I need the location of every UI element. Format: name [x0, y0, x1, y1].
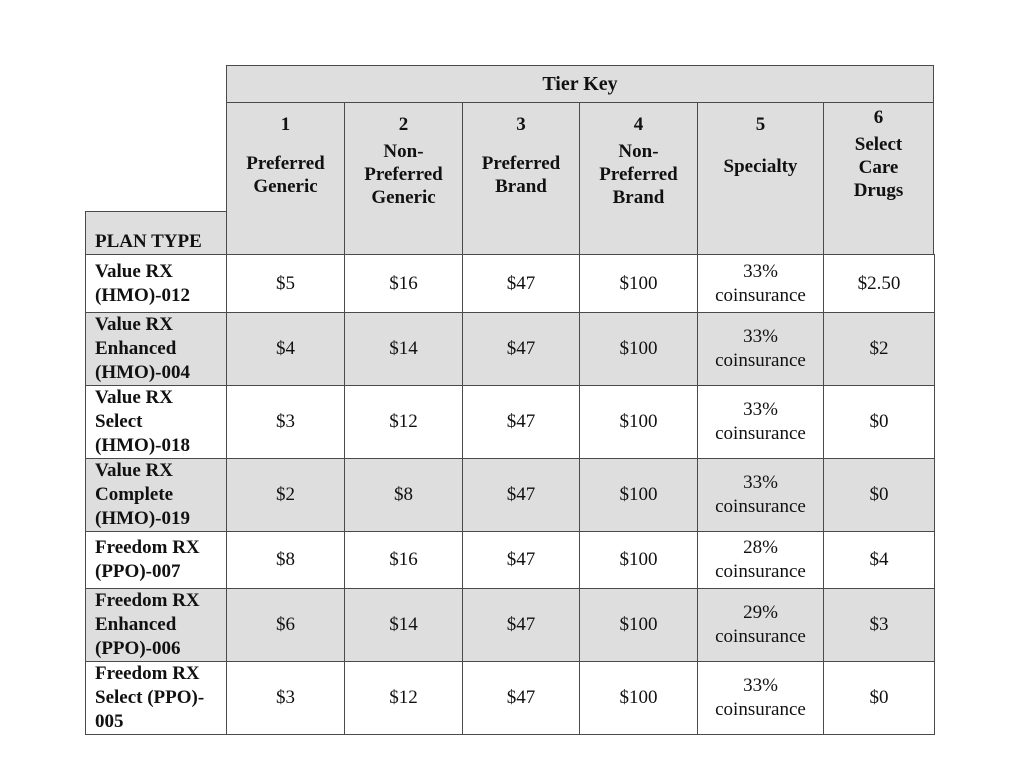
cost-value: $2 [869, 338, 889, 359]
plan-name-cell [86, 386, 227, 459]
cost-value: $100 [619, 687, 658, 708]
tier-number: 4 [633, 114, 644, 135]
tier-number: 1 [280, 114, 291, 135]
plan-name-cell [86, 662, 227, 735]
cost-value: 33% [743, 260, 778, 282]
tier-key-title: Tier Key [542, 72, 618, 95]
tier-6-value-cell [824, 662, 935, 735]
tier-name-line: Drugs [853, 180, 904, 201]
cost-value: $2.50 [857, 272, 901, 294]
cost-value: $47 [506, 338, 536, 359]
cost-value: $100 [619, 549, 658, 570]
plan-name-line: (HMO)-018 [95, 435, 190, 456]
plan-name-cell [86, 313, 227, 386]
cost-value: 28% [743, 537, 778, 558]
plan-name-line: Value RX [95, 260, 173, 282]
cost-value: $3 [276, 411, 295, 432]
plan-name-line: Value RX [95, 460, 173, 481]
coinsurance-label: coinsurance [715, 423, 806, 444]
tier-6-value-cell [824, 313, 935, 386]
tier-name-line: Preferred [599, 164, 678, 185]
plan-name-line: Freedom RX [95, 590, 200, 611]
cost-value: $47 [506, 411, 536, 432]
tier-5-value-cell [698, 459, 824, 532]
tier-4-value-cell [580, 313, 698, 386]
tier-number: 6 [873, 107, 884, 128]
tier-name [246, 152, 324, 198]
cost-value: 33% [743, 326, 778, 347]
coinsurance-label: coinsurance [715, 561, 806, 582]
tier-1-value-cell [227, 313, 345, 386]
tier-number: 5 [755, 114, 766, 135]
plan-name-line: (PPO)-007 [95, 561, 181, 582]
table-row [86, 313, 935, 386]
tier-4-value-cell [580, 255, 698, 313]
coinsurance-label: coinsurance [715, 350, 806, 371]
tier-2-value-cell [345, 532, 463, 589]
tier-1-value-cell [227, 532, 345, 589]
plan-name-line: Enhanced [95, 614, 177, 635]
tier-4-value-cell [580, 532, 698, 589]
tier-5-value-cell [698, 313, 824, 386]
tier-name-line: Non- [383, 141, 424, 162]
tier-header-2 [344, 102, 463, 255]
tier-name-line: Preferred [481, 153, 561, 174]
tier-6-value-cell [824, 386, 935, 459]
cost-value: $100 [619, 272, 658, 294]
plan-name-line: Complete [95, 484, 174, 505]
table-row [86, 532, 935, 589]
cost-value: $100 [619, 614, 658, 635]
tier-number: 3 [516, 114, 526, 135]
cost-value: $14 [389, 338, 418, 359]
cost-value: $4 [276, 338, 295, 359]
tier-6-value-cell [824, 589, 935, 662]
cost-value: $14 [389, 614, 418, 635]
cost-value: $12 [389, 687, 418, 708]
tier-header-5 [697, 102, 824, 255]
plan-type-header [85, 211, 227, 255]
cost-value: $2 [276, 484, 295, 505]
tier-3-value-cell [463, 662, 580, 735]
tier-5-value-cell [698, 255, 824, 313]
tier-3-value-cell [463, 459, 580, 532]
tier-6-value-cell [824, 459, 935, 532]
tier-header-4 [579, 102, 698, 255]
tier-name [854, 133, 904, 202]
cost-value: $0 [869, 687, 889, 708]
cost-value: $100 [619, 484, 658, 505]
plan-name-cell [86, 589, 227, 662]
cost-value: $47 [506, 614, 536, 635]
cost-value: $100 [619, 338, 658, 359]
table-row [86, 589, 935, 662]
tier-3-value-cell [463, 255, 580, 313]
tier-2-value-cell [345, 589, 463, 662]
table-row [86, 386, 935, 459]
cost-value: $100 [619, 411, 658, 432]
tier-2-value-cell [345, 459, 463, 532]
plan-name-line: Value RX [95, 387, 173, 408]
tier-name-line: Care [858, 157, 899, 178]
coinsurance-label: coinsurance [715, 496, 806, 517]
tier-2-value-cell [345, 313, 463, 386]
tier-6-value-cell [824, 532, 935, 589]
plan-name-cell [86, 532, 227, 589]
coinsurance-label: coinsurance [715, 626, 806, 647]
cost-value: $16 [389, 272, 418, 294]
tier-3-value-cell [463, 532, 580, 589]
tier-2-value-cell [345, 662, 463, 735]
tier-1-value-cell [227, 662, 345, 735]
tier-3-value-cell [463, 386, 580, 459]
plan-table [85, 254, 935, 735]
tier-name-line: Generic [371, 187, 436, 208]
cost-value: 33% [743, 472, 778, 493]
table-row [86, 662, 935, 735]
plan-name-line: (PPO)-006 [95, 638, 181, 659]
tier-5-value-cell [698, 589, 824, 662]
tier-number: 2 [398, 114, 409, 135]
tier-4-value-cell [580, 459, 698, 532]
coinsurance-label: coinsurance [715, 284, 806, 306]
tier-name-line: Non- [618, 141, 659, 162]
tier-name-line: Preferred [364, 164, 443, 185]
plan-name-line: (HMO)-012 [95, 284, 190, 306]
plan-name-line: Select (PPO)- [95, 687, 205, 708]
cost-value: 33% [743, 675, 778, 696]
tier-1-value-cell [227, 589, 345, 662]
cost-value: $47 [506, 272, 536, 294]
plan-type-label: PLAN TYPE [95, 231, 202, 252]
cost-value: $47 [506, 549, 536, 570]
cost-value: $12 [389, 411, 418, 432]
cost-value: 29% [743, 602, 778, 623]
cost-value: $8 [276, 549, 295, 570]
cost-value: $5 [276, 272, 295, 294]
tier-5-value-cell [698, 386, 824, 459]
tier-2-value-cell [345, 386, 463, 459]
coinsurance-label: coinsurance [715, 699, 806, 720]
plan-name-line: 005 [95, 711, 124, 732]
plan-name-line: Freedom RX [95, 537, 200, 558]
cost-value: $0 [869, 484, 889, 505]
tier-1-value-cell [227, 255, 345, 313]
tier-3-value-cell [463, 313, 580, 386]
tier-4-value-cell [580, 589, 698, 662]
tier-name-line: Preferred [246, 153, 325, 174]
plan-name-cell [86, 255, 227, 313]
table-row [86, 459, 935, 532]
tier-3-value-cell [463, 589, 580, 662]
tier-6-value-cell [824, 255, 935, 313]
plan-name-line: Select [95, 411, 143, 432]
tier-2-value-cell [345, 255, 463, 313]
cost-value: $3 [869, 614, 889, 635]
cost-value: $0 [869, 411, 889, 432]
tier-header-3 [462, 102, 580, 255]
tier-header-6 [823, 102, 934, 255]
tier-name [724, 155, 798, 178]
tier-4-value-cell [580, 662, 698, 735]
plan-name-line: Value RX [95, 314, 173, 335]
tier-1-value-cell [227, 386, 345, 459]
cost-value: $16 [389, 549, 418, 570]
tier-header-1 [226, 102, 345, 255]
tier-name [364, 140, 442, 209]
tier-name-line: Select [854, 134, 903, 155]
cost-value: $4 [869, 549, 889, 570]
plan-name-line: (HMO)-019 [95, 508, 190, 529]
cost-value: $3 [276, 687, 295, 708]
tier-name-line: Brand [612, 187, 665, 208]
cost-value: $47 [506, 484, 536, 505]
tier-4-value-cell [580, 386, 698, 459]
plan-name-line: Freedom RX [95, 663, 200, 684]
cost-value: $8 [394, 484, 413, 505]
tier-5-value-cell [698, 662, 824, 735]
tier-name-line: Generic [253, 176, 318, 197]
tier-key-header [226, 65, 934, 103]
tier-name-line: Brand [495, 176, 547, 197]
tier-name-line: Specialty [723, 156, 798, 177]
plan-name-line: Enhanced [95, 338, 177, 359]
cost-value: $6 [276, 614, 295, 635]
tier-name [482, 152, 560, 198]
tier-1-value-cell [227, 459, 345, 532]
cost-value: $47 [506, 687, 536, 708]
plan-name-cell [86, 459, 227, 532]
tier-5-value-cell [698, 532, 824, 589]
plan-name-line: (HMO)-004 [95, 362, 190, 383]
cost-value: 33% [743, 399, 778, 420]
tier-name [599, 140, 677, 209]
table-row [86, 255, 935, 313]
